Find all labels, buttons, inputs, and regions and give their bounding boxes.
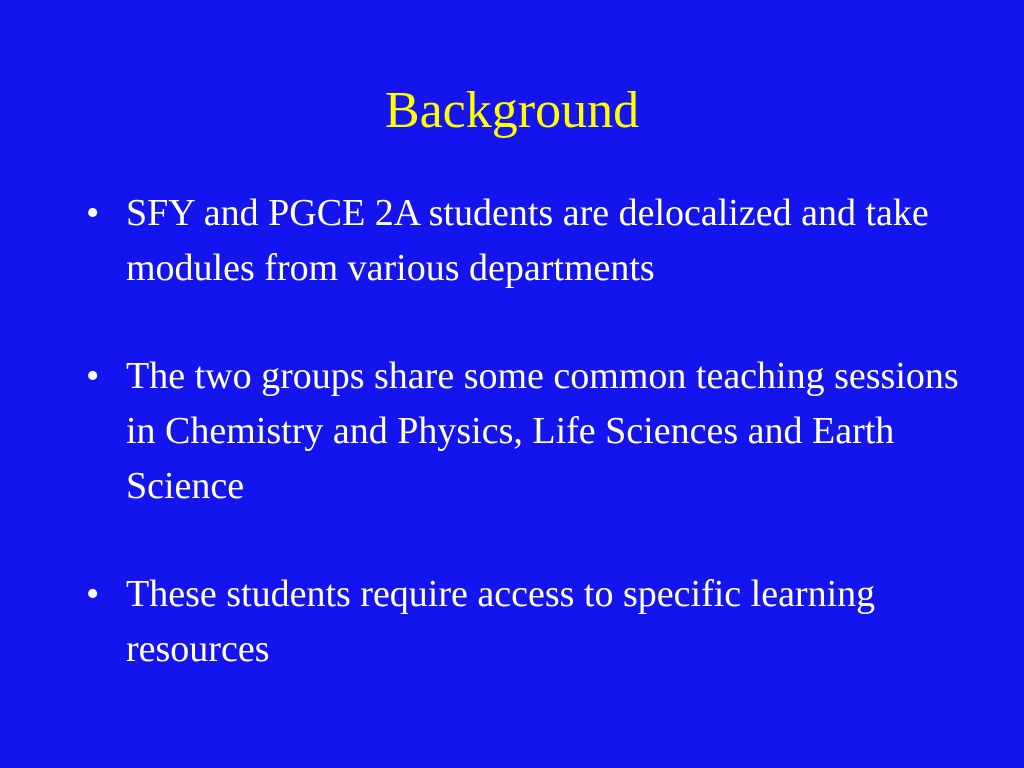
bullet-text: The two groups share some common teaching sessions in Chemistry and Physics, Life Sciences and Earth Science bbox=[126, 355, 959, 507]
bullet-point-icon: • bbox=[86, 355, 100, 397]
bullet-text: SFY and PGCE 2A students are delocalized and take modules from various departments bbox=[126, 192, 929, 289]
slide-title: Background bbox=[384, 82, 640, 139]
bullet-item bbox=[86, 567, 986, 677]
bullet-point-icon: • bbox=[86, 573, 100, 615]
bullet-item bbox=[86, 186, 986, 296]
bullet-list bbox=[86, 186, 986, 677]
bullet-item bbox=[86, 349, 986, 514]
bullet-point-icon: • bbox=[86, 192, 100, 234]
bullet-text: These students require access to specific learning resources bbox=[126, 573, 876, 670]
